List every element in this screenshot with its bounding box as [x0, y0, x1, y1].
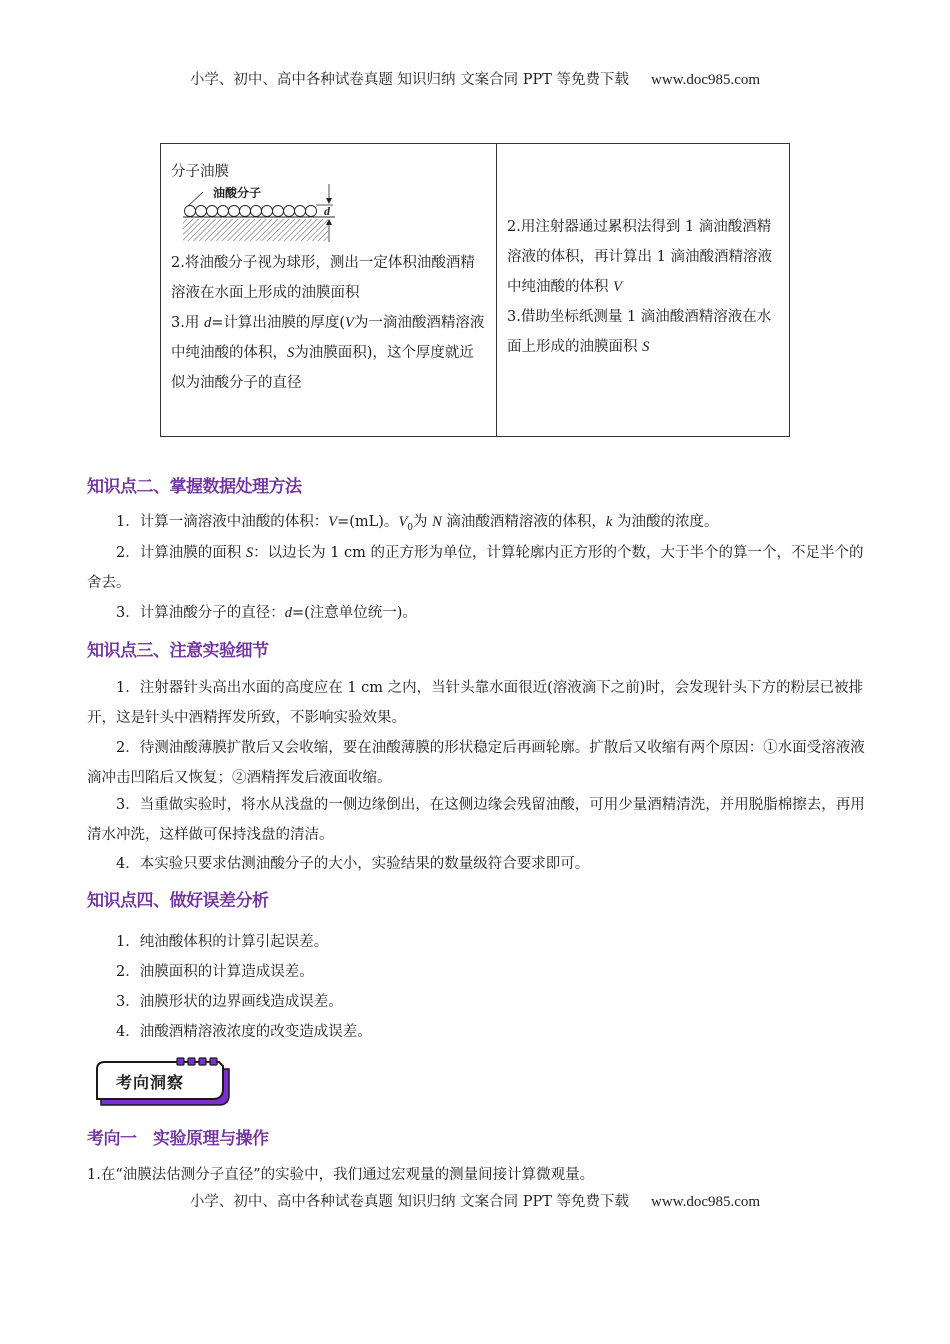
- s2-paragraph-1: 1．计算一滴溶液中油酸的体积：V=(mL)。$V_0$为 N 滴油酸酒精溶液的体积，k 为油酸的浓度。: [116, 514, 719, 533]
- s2-paragraph-3: 3．计算油酸分子的直径：d=(注意单位统一)。: [116, 605, 417, 621]
- error-item-1: 1．纯油酸体积的计算引起误差。: [116, 934, 329, 950]
- method-table: [160, 143, 790, 437]
- right-item-2: 2.用注射器通过累积法得到 1 滴油酸酒精溶液的体积，再计算出 1 滴油酸酒精溶液中纯油酸的体积 V: [507, 219, 772, 295]
- header-text: 小学、初中、高中各种试卷真题 知识归纳 文案合同 PPT 等免费下载: [189, 72, 630, 88]
- s3-paragraph-2: 2．待测油酸薄膜扩散后又会收缩，要在油酸薄膜的形状稳定后再画轮廓。扩散后又收缩有两个原因：①水面受溶液液滴冲击凹陷后又恢复；②酒精挥发后液面收缩。: [87, 740, 865, 786]
- svg-text:d: d: [324, 204, 330, 218]
- s3-paragraph-1: 1．注射器针头高出水面的高度应在 1 cm 之内，当针头靠水面很近(溶液滴下之前)时，会发现针头下方的粉层已被排开，这是针头中酒精挥发所致，不影响实验效果。: [87, 680, 863, 726]
- s3-paragraph-3: 3．当重做实验时，将水从浅盘的一侧边缘倒出，在这侧边缘会残留油酸，可用少量酒精清洗，并用脱脂棉擦去，再用清水冲洗，这样做可保持浅盘的清洁。: [87, 797, 865, 843]
- section-heading-2: 知识点二、掌握数据处理方法: [87, 477, 302, 497]
- question-1: 1.在“油膜法估测分子直径”的实验中，我们通过宏观量的测量间接计算微观量。: [87, 1167, 595, 1183]
- oil-film-title: 分子油膜: [171, 164, 229, 180]
- footer-url: www.doc985.com: [651, 1194, 761, 1210]
- page-header: [0, 68, 950, 89]
- section-heading-4: 知识点四、做好误差分析: [87, 891, 269, 911]
- table-cell-right: [497, 144, 789, 436]
- footer-text: 小学、初中、高中各种试卷真题 知识归纳 文案合同 PPT 等免费下载: [189, 1194, 630, 1210]
- page-footer: [0, 1190, 950, 1211]
- s3-paragraph-4: 4．本实验只要求估测油酸分子的大小，实验结果的数量级符合要求即可。: [116, 856, 590, 872]
- oleic-molecule-label: 油酸分子: [213, 186, 262, 200]
- left-item-2: 2.将油酸分子视为球形，测出一定体积油酸酒精溶液在水面上形成的油膜面积: [171, 255, 475, 301]
- header-url: www.doc985.com: [651, 72, 761, 88]
- error-item-4: 4．油酸酒精溶液浓度的改变造成误差。: [116, 1024, 372, 1040]
- oil-film-diagram: [171, 184, 488, 246]
- section-heading-3: 知识点三、注意实验细节: [87, 641, 269, 661]
- insight-badge: [93, 1057, 233, 1107]
- direction-heading-1: 考向一 实验原理与操作: [87, 1129, 269, 1149]
- error-item-2: 2．油膜面积的计算造成误差。: [116, 964, 314, 980]
- error-item-3: 3．油膜形状的边界画线造成误差。: [116, 994, 343, 1010]
- s2-paragraph-2: 2．计算油膜的面积 S：以边长为 1 cm 的正方形为单位，计算轮廓内正方形的个数，大于半个的算一个，不足半个的舍去。: [87, 545, 864, 591]
- left-item-3: 3.用 d=计算出油膜的厚度(V为一滴油酸酒精溶液中纯油酸的体积，S为油膜面积)，这个厚度就近似为油酸分子的直径: [171, 315, 485, 391]
- table-cell-left: [161, 144, 497, 436]
- badge-label: 考向洞察: [116, 1073, 185, 1092]
- right-item-3: 3.借助坐标纸测量 1 滴油酸酒精溶液在水面上形成的油膜面积 S: [507, 309, 772, 355]
